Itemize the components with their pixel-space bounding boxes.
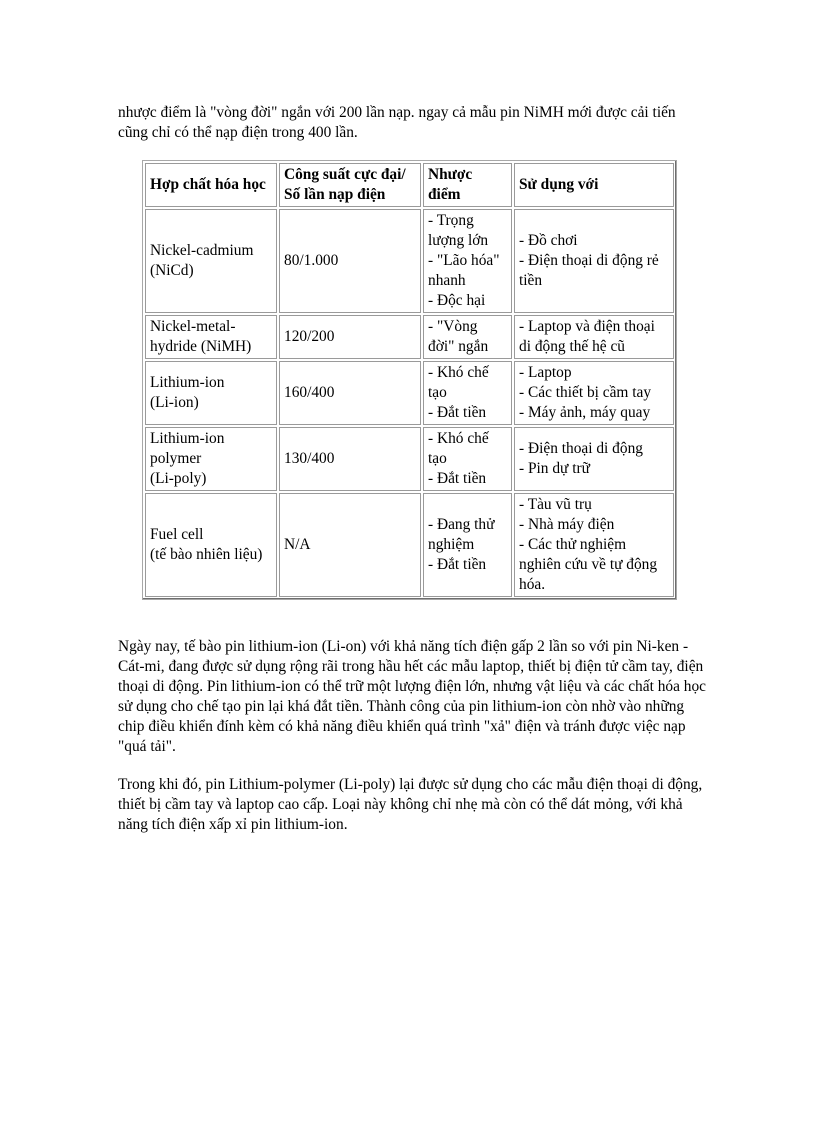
body-paragraph-li-ion: Ngày nay, tế bào pin lithium-ion (Li-on) với khả năng tích điện gấp 2 lần so với pin Ni-ken - Cát-mi, đang được sử dụng rộng rãi trong hầu hết các mẫu laptop, thiết bị điện tử cầm tay, điện thoại di động. Pin lithium-ion có thể trữ một lượng điện lớn, nhưng vật liệu và các chất hóa học sử dụng cho chế tạo pin lại khá đắt tiền. Thành công của pin lithium-ion còn nhờ vào những chip điều khiển đính kèm có khả năng điều khiển quá trình "xả" điện và tránh được việc nạp "quá tải". (118, 638, 706, 755)
cell-capacity: 120/200 (279, 315, 421, 359)
intro-paragraph: nhược điểm là "vòng đời" ngắn với 200 lần nạp. ngay cả mẫu pin NiMH mới được cải tiến cũng chỉ có thể nạp điện trong 400 lần. (118, 104, 676, 141)
header-capacity: Công suất cực đại/ Số lần nạp điện (279, 163, 421, 207)
cell-drawbacks: - Trọng lượng lớn - "Lão hóa" nhanh - Độc hại (423, 209, 512, 313)
cell-uses: - Điện thoại di động - Pin dự trữ (514, 427, 674, 491)
cell-drawbacks: - Đang thử nghiệm - Đắt tiền (423, 493, 512, 597)
header-compound: Hợp chất hóa học (145, 163, 277, 207)
header-uses: Sử dụng với (514, 163, 674, 207)
cell-drawbacks: - Khó chế tạo - Đắt tiền (423, 427, 512, 491)
cell-compound: Nickel-cadmium (NiCd) (145, 209, 277, 313)
cell-capacity: 80/1.000 (279, 209, 421, 313)
cell-capacity: 130/400 (279, 427, 421, 491)
body-paragraph-li-poly: Trong khi đó, pin Lithium-polymer (Li-poly) lại được sử dụng cho các mẫu điện thoại di động, thiết bị cầm tay và laptop cao cấp. Loại này không chỉ nhẹ mà còn có thể dát mỏng, với khả năng tích điện xấp xỉ pin lithium-ion. (118, 776, 703, 833)
cell-uses: - Tàu vũ trụ - Nhà máy điện - Các thử nghiệm nghiên cứu về tự động hóa. (514, 493, 674, 597)
cell-capacity: 160/400 (279, 361, 421, 425)
cell-compound: Nickel-metal-hydride (NiMH) (145, 315, 277, 359)
battery-comparison-table (142, 160, 677, 600)
cell-drawbacks: - "Vòng đời" ngắn (423, 315, 512, 359)
table-row (145, 427, 674, 491)
table-row (145, 361, 674, 425)
cell-uses: - Đồ chơi - Điện thoại di động rẻ tiền (514, 209, 674, 313)
table-row (145, 209, 674, 313)
cell-compound: Fuel cell (tế bào nhiên liệu) (145, 493, 277, 597)
cell-compound: Lithium-ion (Li-ion) (145, 361, 277, 425)
table-header-row (145, 163, 674, 207)
header-drawbacks: Nhược điểm (423, 163, 512, 207)
table-row (145, 315, 674, 359)
cell-capacity: N/A (279, 493, 421, 597)
cell-drawbacks: - Khó chế tạo - Đắt tiền (423, 361, 512, 425)
cell-compound: Lithium-ion polymer (Li-poly) (145, 427, 277, 491)
table-row (145, 493, 674, 597)
cell-uses: - Laptop - Các thiết bị cầm tay - Máy ảnh, máy quay (514, 361, 674, 425)
cell-uses: - Laptop và điện thoại di động thế hệ cũ (514, 315, 674, 359)
